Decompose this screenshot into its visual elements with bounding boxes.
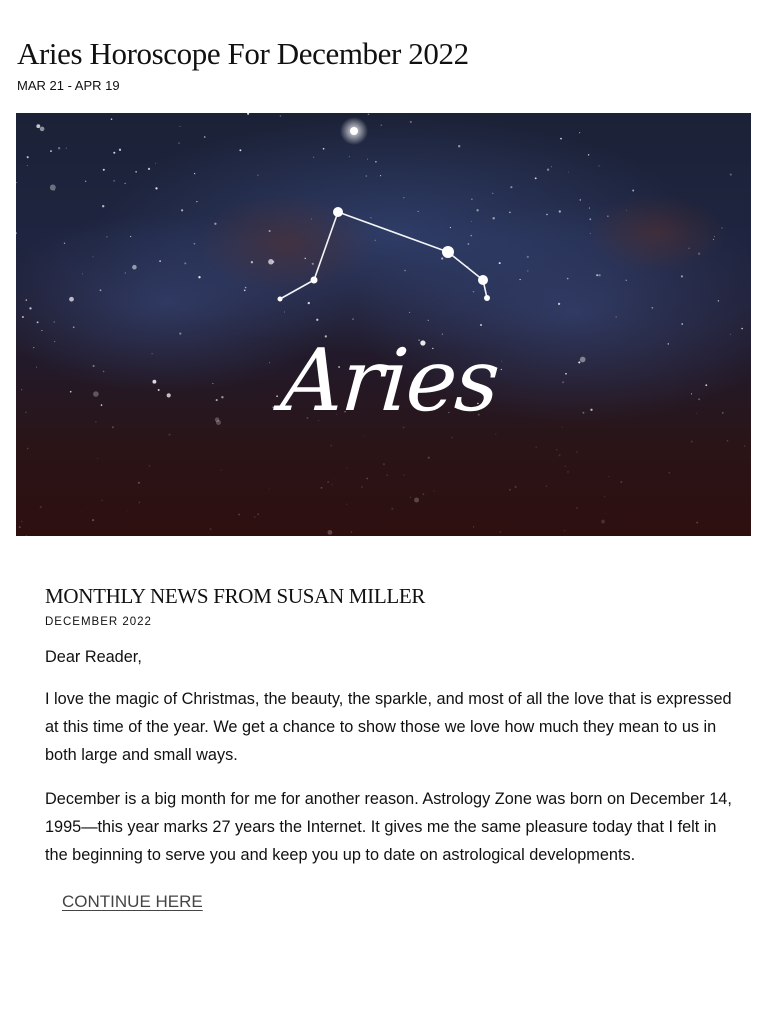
page-title: Aries Horoscope For December 2022 xyxy=(17,36,469,71)
aries-script-title: Aries xyxy=(278,331,501,431)
section-heading: MONTHLY NEWS FROM SUSAN MILLER xyxy=(45,584,426,608)
date-range: MAR 21 - APR 19 xyxy=(17,78,120,93)
section-date: DECEMBER 2022 xyxy=(45,616,152,628)
continue-here-link[interactable]: CONTINUE HERE xyxy=(62,892,203,911)
paragraph-2: December is a big month for me for another reason. Astrology Zone was born on December 14, 1995—this year marks 27 years the Internet. It gives me the same pleasure today that I felt in the beginning to serve you and keep you up to date on astrological developments. xyxy=(45,790,732,864)
greeting: Dear Reader, xyxy=(45,648,142,666)
hero-image xyxy=(16,113,751,536)
paragraph-1: I love the magic of Christmas, the beauty, the sparkle, and most of all the love that is expressed at this time of the year. We get a chance to show those we love how much they mean to us in both large and small ways. xyxy=(45,690,732,764)
